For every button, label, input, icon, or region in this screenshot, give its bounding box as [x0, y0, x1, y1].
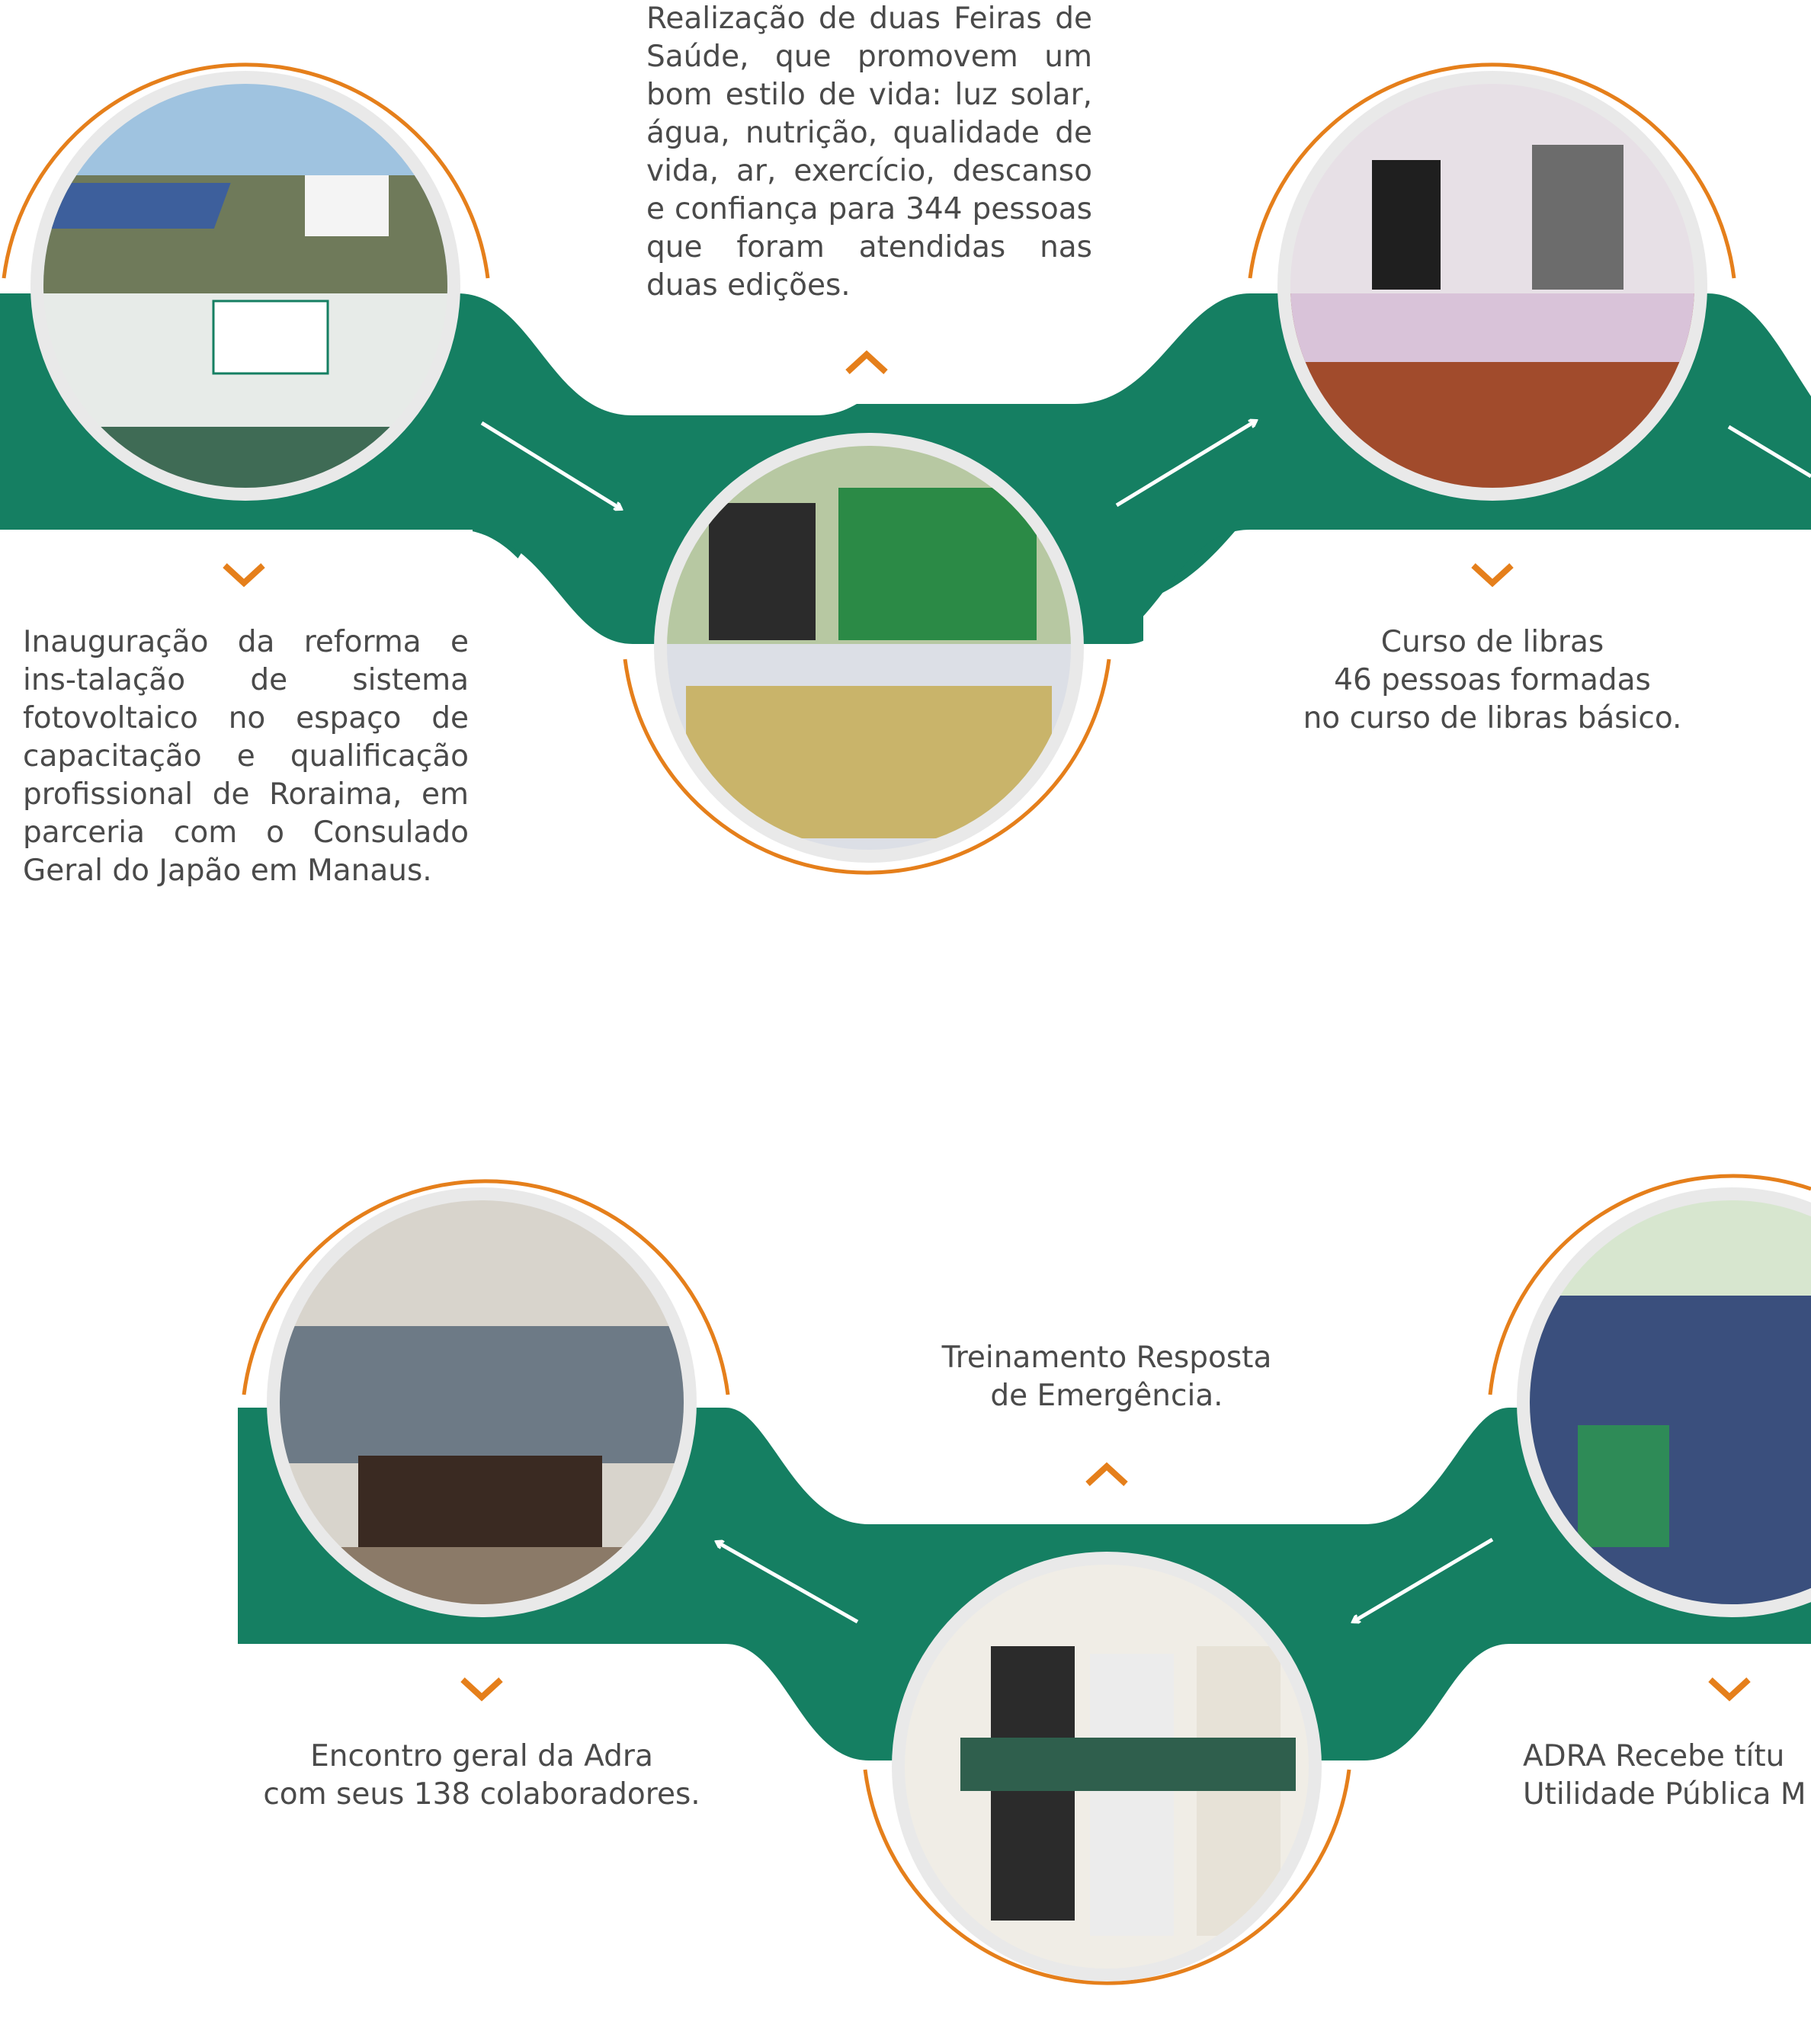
milestone-libras-text: Curso de libras 46 pessoas formadas no curso de libras básico.	[1303, 625, 1682, 735]
chevron-down-icon	[463, 1680, 501, 1697]
milestone-feiras-saude-text: Realização de duas Feiras de Saúde, que promovem um bom estilo de vida: luz solar, água, nutrição, qualidade de vida, ar, exercício, descanso e confiança para 344 pessoas que foram atendidas nas duas edições.	[646, 2, 1092, 303]
milestone-encontro-geral-text: Encontro geral da Adra com seus 138 colaboradores.	[263, 1739, 700, 1812]
chevron-up-icon	[1088, 1466, 1126, 1484]
milestone-utilidade-publica-text: ADRA Recebe títu Utilidade Pública M	[1523, 1739, 1806, 1812]
timeline-band-bridge-2	[1707, 293, 1811, 533]
milestone-resposta-emergencia-text: Treinamento Resposta de Emergência.	[941, 1341, 1272, 1413]
chevron-down-icon	[1710, 1680, 1748, 1697]
timeline-row-2	[238, 1176, 1811, 1983]
milestone-fotovoltaico-text: Inauguração da reforma e ins-talação de sistema fotovoltaico no espaço de capacitação e qualificação profissional de Roraima, em parceria com o Consulado Geral do Japão em Manaus.	[23, 625, 469, 888]
